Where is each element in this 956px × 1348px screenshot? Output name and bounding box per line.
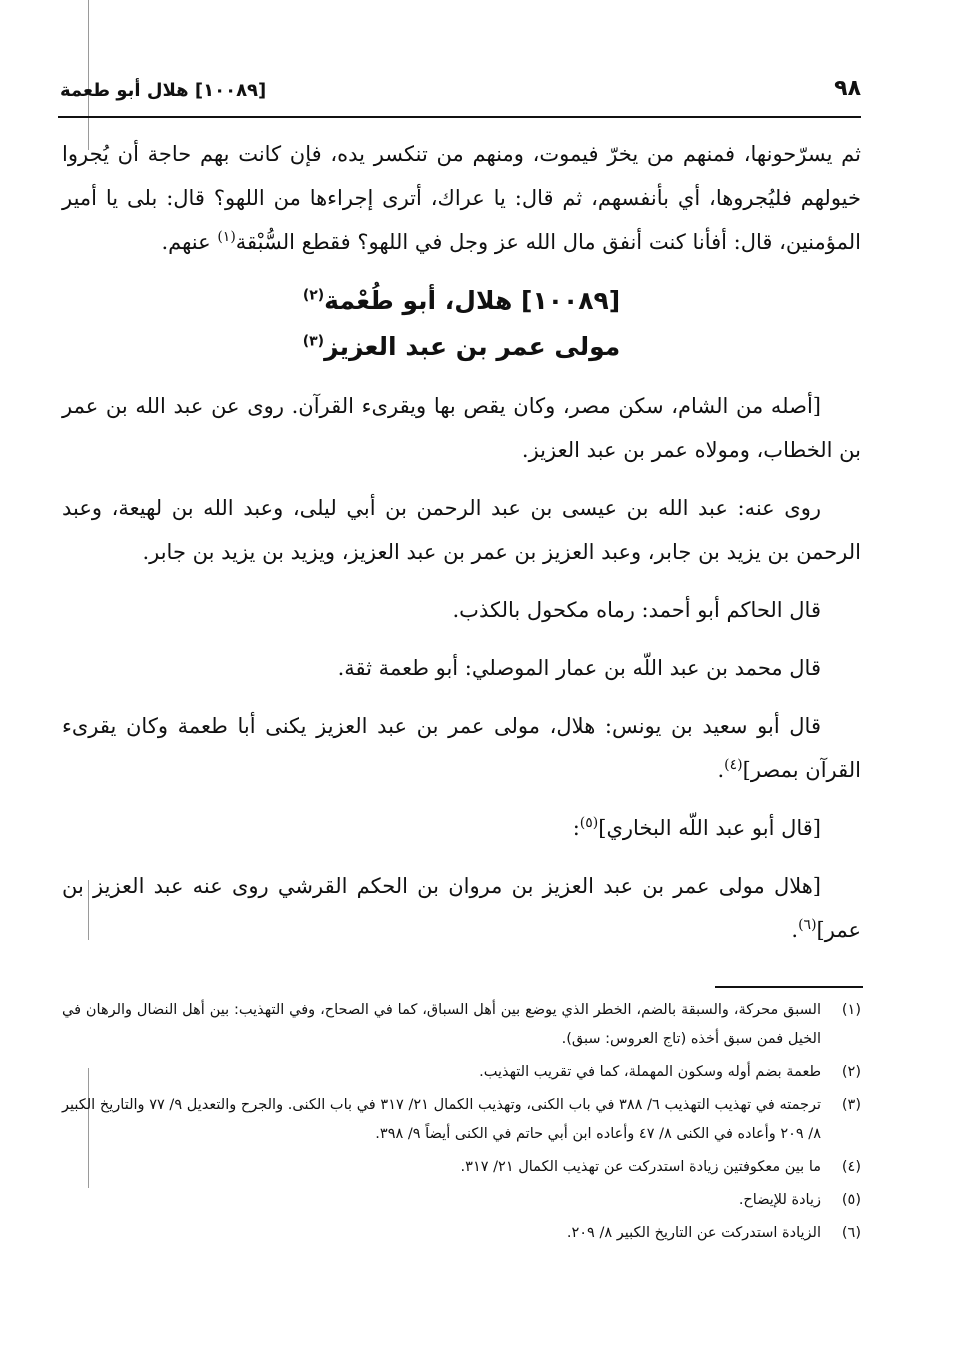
running-head: [١٠٠٨٩] هلال أبو طعمة <box>60 80 267 101</box>
header-rule <box>58 116 861 118</box>
entry-paragraph <box>62 704 861 792</box>
footnote <box>62 1058 861 1087</box>
preceding-paragraph <box>62 132 861 264</box>
entry-paragraph: روى عنه: عبد الله بن عيسى بن عبد الرحمن بن أبي ليلى، وعبد الله بن لهيعة، وعبد الرحمن بن يزيد بن جابر، وعبد العزيز بن عمر بن عبد العزيز، ويزيد بن يزيد بن جابر. <box>62 496 861 564</box>
footnote-text: السبق محركة، والسبقة بالضم، الخطر الذي يوضع بين أهل السباق، كما في الصحاح، وفي التهذيب: بين أهل النضال والرهان في الخيل فمن سبق أخذه (تاج العروس: سبق). <box>62 1002 821 1047</box>
footnote <box>62 1186 861 1215</box>
entry-paragraph: قال الحاكم أبو أحمد: رماه مكحول بالكذب. <box>452 598 821 622</box>
footnotes <box>62 996 861 1252</box>
footnote <box>62 1153 861 1182</box>
footnote-text: زيادة للإيضاح. <box>738 1192 821 1208</box>
page-header <box>60 72 861 112</box>
entry-title-text: [١٠٠٨٩] هلال، أبو طُعْمة <box>324 286 621 315</box>
footnote-text: طعمة بضم أوله وسكون المهملة، كما في تقريب التهذيب. <box>479 1064 821 1080</box>
footnote-ref: (٦) <box>798 917 817 933</box>
footnote-ref: (٢) <box>302 287 325 304</box>
entry-title-line2 <box>62 324 861 370</box>
preceding-text: ثم يسرّحونها، فمنهم من يخرّ فيموت، ومنهم من تنكسر يده، فإن كانت بهم حاجة أن يُجروا خيولهم فليُجروها، أي بأنفسهم، ثم قال: يا عراك، أترى إجراءها من اللهو؟ قال: بلى يا أمير المؤمنين، قال: أفأنا كنت أنفق مال الله عز وجل في اللهو؟ فقطع السُّبْقة <box>62 142 861 254</box>
main-text <box>62 132 861 952</box>
footnote-number: (٤) <box>841 1159 861 1175</box>
footnote-ref: (٣) <box>302 333 325 350</box>
footnote <box>62 1091 861 1149</box>
entry-title-line1 <box>62 278 861 324</box>
footnote-text: الزيادة استدركت عن التاريخ الكبير ٨/ ٢٠٩. <box>566 1225 821 1241</box>
footnote-number: (٦) <box>841 1225 861 1241</box>
footnote-number: (٥) <box>841 1192 861 1208</box>
footnote-number: (٣) <box>841 1097 861 1113</box>
entry-paragraph <box>62 806 861 850</box>
entry-paragraph-text: [قال أبو عبد اللّه البخاري] <box>598 816 821 840</box>
spacer <box>62 632 861 646</box>
footnote-text: ترجمته في تهذيب التهذيب ٦/ ٣٨٨ في باب الكنى، وتهذيب الكمال ٢١/ ٣١٧ في باب الكنى. والجرح والتعديل ٩/ ٧٧ والتاريخ الكبير ٨/ ٢٠٩ وأعاده في الكنى ٨/ ٤٧ وأعاده ابن أبي حاتم في الكنى أيضاً ٩/ ٣٩٨. <box>62 1097 821 1142</box>
preceding-text-end: عنهم. <box>161 230 218 254</box>
spacer <box>62 690 861 704</box>
punctuation: . <box>717 758 725 782</box>
footnote-number: (٢) <box>841 1064 861 1080</box>
footnote-ref: (٥) <box>579 815 599 831</box>
spacer <box>62 370 861 384</box>
spacer <box>62 264 861 278</box>
punctuation: . <box>791 918 799 942</box>
footnote-ref: (٤) <box>724 757 743 773</box>
entry-subtitle-text: مولى عمر بن عبد العزيز <box>324 332 621 361</box>
entry-paragraph: قال محمد بن عبد اللّه بن عمار الموصلي: أبو طعمة ثقة. <box>337 656 821 680</box>
spacer <box>62 574 861 588</box>
entry-paragraph-text: قال أبو سعيد بن يونس: هلال، مولى عمر بن عبد العزيز يكنى أبا طعمة وكان يقرىء القرآن بمصر] <box>62 714 861 782</box>
entry-paragraph-text: [هلال مولى عمر بن عبد العزيز بن مروان بن الحكم القرشي روى عنه عبد العزيز بن عمر] <box>62 874 861 942</box>
entry-paragraph: [أصله من الشام، سكن مصر، وكان يقص بها ويقرىء القرآن. روى عن عبد الله بن عمر بن الخطاب، ومولاه عمر بن عبد العزيز. <box>62 394 861 462</box>
footnote <box>62 996 861 1054</box>
spacer <box>62 472 861 486</box>
footnote-ref: (١) <box>217 229 236 245</box>
punctuation: : <box>572 816 580 840</box>
spacer <box>62 792 861 806</box>
footnote-separator <box>715 986 863 988</box>
page-number: ٩٨ <box>834 76 861 101</box>
footnote-text: ما بين معكوفتين زيادة استدركت عن تهذيب الكمال ٢١/ ٣١٧. <box>460 1159 821 1175</box>
footnote <box>62 1219 861 1248</box>
entry-paragraph <box>62 864 861 952</box>
footnote-number: (١) <box>841 1002 861 1018</box>
spacer <box>62 850 861 864</box>
